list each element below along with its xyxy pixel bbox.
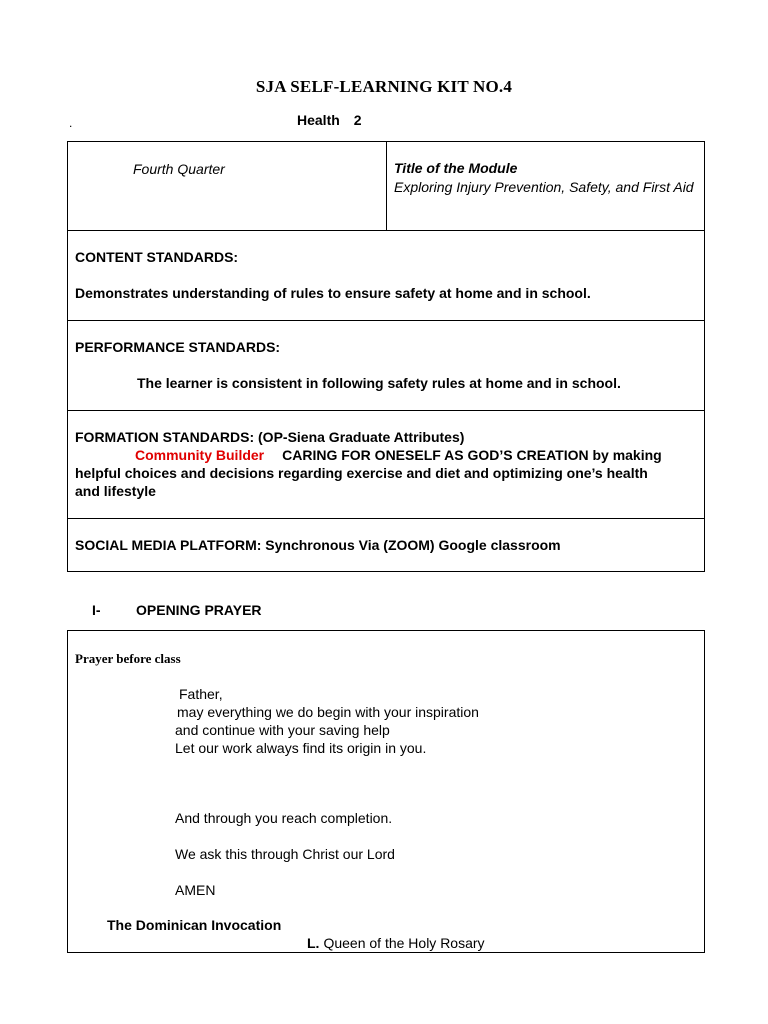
leader-marker: L. [307, 935, 320, 951]
prayer-line: and continue with your saving help [175, 722, 390, 738]
table-row-divider [68, 518, 704, 519]
social-media-platform: SOCIAL MEDIA PLATFORM: Synchronous Via (ZOOM) Google classroom [75, 537, 561, 553]
prayer-line: And through you reach completion. [175, 810, 393, 826]
prayer-box [67, 630, 705, 953]
formation-standards-heading: FORMATION STANDARDS: (OP-Siena Graduate Attributes) [75, 429, 465, 445]
formation-standards-body [75, 446, 675, 500]
quarter-label: Fourth Quarter [133, 161, 225, 177]
invocation-leader-line [307, 935, 485, 951]
table-row-divider [68, 230, 704, 231]
stray-dot: . [69, 116, 73, 130]
dominican-invocation-title: The Dominican Invocation [107, 917, 282, 933]
prayer-line: We ask this through Christ our Lord [175, 846, 395, 862]
performance-standards-text: The learner is consistent in following safety rules at home and in school. [137, 375, 621, 391]
prayer-heading: Prayer before class [75, 651, 181, 666]
subject-name: Health [297, 112, 340, 128]
document-title: SJA SELF-LEARNING KIT NO.4 [255, 77, 513, 96]
content-standards-text: Demonstrates understanding of rules to ensure safety at home and in school. [75, 285, 591, 301]
subject-line [297, 112, 362, 128]
prayer-line: Let our work always find its origin in you. [175, 740, 427, 756]
performance-standards-heading: PERFORMANCE STANDARDS: [75, 339, 281, 355]
leader-text: Queen of the Holy Rosary [323, 935, 485, 951]
prayer-line: Father, [179, 686, 223, 702]
table-row-divider [68, 410, 704, 411]
formation-standards-text: CARING FOR ONESELF AS GOD’S CREATION by making helpful choices and decisions regarding exercise and diet and optimizing one’s health and lifestyle [75, 447, 662, 499]
prayer-line: may everything we do begin with your inspiration [177, 704, 479, 720]
community-builder-attribute: Community Builder [135, 447, 265, 463]
table-row-divider [68, 320, 704, 321]
table-column-divider [386, 142, 387, 231]
section-number: I- [92, 602, 101, 618]
content-standards-heading: CONTENT STANDARDS: [75, 249, 239, 265]
module-title-value: Exploring Injury Prevention, Safety, and First Aid [394, 179, 694, 195]
grade-number: 2 [353, 112, 362, 128]
section-title: OPENING PRAYER [136, 602, 262, 618]
standards-table [67, 141, 705, 572]
module-title-label: Title of the Module [394, 160, 518, 176]
prayer-line: AMEN [175, 882, 216, 898]
